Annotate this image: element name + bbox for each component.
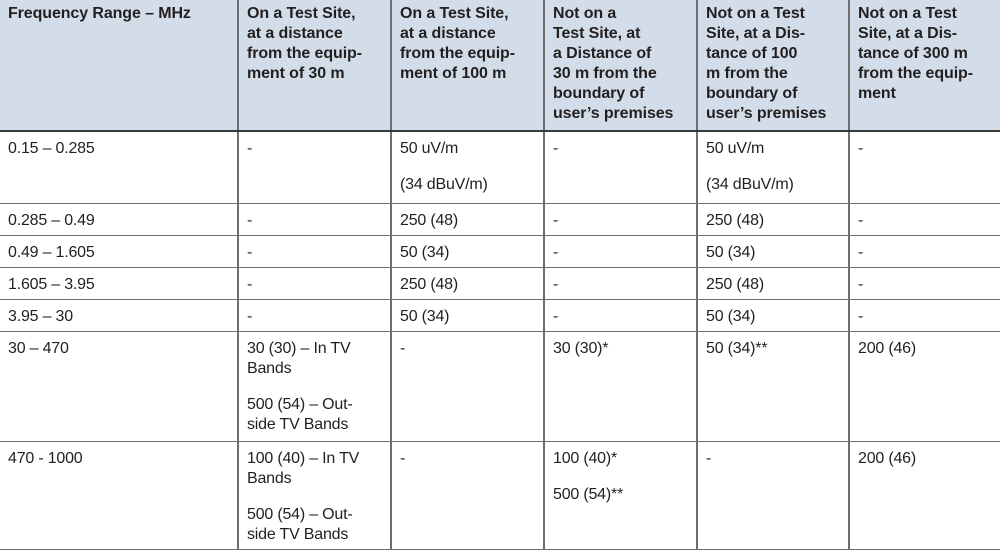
cell-text: -: [858, 244, 864, 261]
table-row: [0, 300, 1000, 332]
cell-text: -: [553, 212, 559, 229]
limit-cell: [697, 332, 849, 442]
table-row: [0, 131, 1000, 204]
limit-cell: [544, 236, 697, 268]
frequency-range-cell: [0, 131, 238, 204]
limit-cell: [391, 204, 544, 236]
cell-text: 50 (34): [706, 308, 756, 325]
limit-cell: [697, 442, 849, 550]
cell-text: 100 (40) – In TV Bands: [247, 450, 360, 487]
limit-cell: [238, 300, 391, 332]
limit-cell: [544, 131, 697, 204]
cell-text: 50 (34)**: [706, 340, 768, 357]
limit-cell: [544, 204, 697, 236]
limit-cell: [849, 300, 1000, 332]
frequency-range-cell: [0, 236, 238, 268]
limit-cell: [697, 236, 849, 268]
limit-cell: [238, 268, 391, 300]
cell-text: 30 (30)*: [553, 340, 609, 357]
table-row: [0, 204, 1000, 236]
cell-text: 50 (34): [400, 244, 450, 261]
cell-text: -: [247, 212, 253, 229]
limit-cell: [849, 204, 1000, 236]
table-row: [0, 268, 1000, 300]
limit-cell: [544, 268, 697, 300]
cell-text: 50 uV/m: [400, 140, 459, 157]
cell-text: 30 (30) – In TV Bands: [247, 340, 351, 377]
frequency-range-cell: [0, 300, 238, 332]
cell-text: 50 (34): [400, 308, 450, 325]
cell-text: 250 (48): [706, 276, 764, 293]
cell-text: -: [858, 140, 864, 157]
cell-text: 500 (54) – Out- side TV Bands: [247, 506, 353, 543]
cell-text: 100 (40)*: [553, 450, 618, 467]
cell-text: -: [553, 276, 559, 293]
limit-cell: [849, 332, 1000, 442]
cell-text: -: [858, 308, 864, 325]
cell-text: 200 (46): [858, 450, 916, 467]
cell-text: -: [553, 140, 559, 157]
column-header: Not on a Test Site, at a Dis- tance of 300 m from the equip- ment: [849, 0, 1000, 131]
cell-text: 500 (54)**: [553, 486, 624, 503]
cell-text: 50 (34): [706, 244, 756, 261]
cell-text: 3.95 – 30: [8, 308, 73, 325]
limit-cell: [391, 236, 544, 268]
limit-cell: [697, 300, 849, 332]
cell-text: 1.605 – 3.95: [8, 276, 95, 293]
frequency-range-cell: [0, 204, 238, 236]
limit-cell: [544, 442, 697, 550]
limit-cell: [391, 332, 544, 442]
cell-text: 0.49 – 1.605: [8, 244, 95, 261]
cell-text: -: [858, 212, 864, 229]
limit-cell: [238, 442, 391, 550]
cell-text: -: [858, 276, 864, 293]
frequency-range-cell: [0, 442, 238, 550]
cell-text: 200 (46): [858, 340, 916, 357]
cell-text: 50 uV/m: [706, 140, 765, 157]
cell-text: 0.285 – 0.49: [8, 212, 95, 229]
limit-cell: [238, 131, 391, 204]
table-body: [0, 131, 1000, 550]
cell-text: -: [247, 244, 253, 261]
column-header: On a Test Site, at a distance from the equip- ment of 100 m: [391, 0, 544, 131]
cell-text: 470 - 1000: [8, 450, 83, 467]
cell-text: 500 (54) – Out- side TV Bands: [247, 396, 353, 433]
table-row: [0, 442, 1000, 550]
limit-cell: [391, 300, 544, 332]
limit-cell: [238, 236, 391, 268]
limit-cell: [849, 236, 1000, 268]
column-header: Not on a Test Site, at a Distance of 30 m from the boundary of user’s premises: [544, 0, 697, 131]
limit-cell: [849, 442, 1000, 550]
table-row: [0, 236, 1000, 268]
limit-cell: [391, 442, 544, 550]
cell-text: -: [247, 276, 253, 293]
column-header: Not on a Test Site, at a Dis- tance of 100 m from the boundary of user’s premises: [697, 0, 849, 131]
limit-cell: [238, 332, 391, 442]
column-header: Frequency Range – MHz: [0, 0, 238, 131]
cell-text: 250 (48): [400, 212, 458, 229]
cell-text: 0.15 – 0.285: [8, 140, 95, 157]
cell-text: -: [400, 450, 406, 467]
limit-cell: [544, 300, 697, 332]
cell-text: 30 – 470: [8, 340, 69, 357]
limit-cell: [391, 131, 544, 204]
table-header: [0, 0, 1000, 131]
limit-cell: [544, 332, 697, 442]
limit-cell: [849, 268, 1000, 300]
cell-text: -: [553, 244, 559, 261]
cell-text: -: [400, 340, 406, 357]
cell-text: (34 dBuV/m): [400, 176, 488, 193]
cell-text: -: [247, 140, 253, 157]
limit-cell: [849, 131, 1000, 204]
header-row: [0, 0, 1000, 131]
cell-text: (34 dBuV/m): [706, 176, 794, 193]
table-row: [0, 332, 1000, 442]
limit-cell: [697, 204, 849, 236]
limit-cell: [697, 268, 849, 300]
frequency-range-cell: [0, 268, 238, 300]
cell-text: -: [706, 450, 712, 467]
limit-cell: [697, 131, 849, 204]
cell-text: 250 (48): [706, 212, 764, 229]
limit-cell: [391, 268, 544, 300]
cell-text: -: [247, 308, 253, 325]
limit-cell: [238, 204, 391, 236]
cell-text: 250 (48): [400, 276, 458, 293]
frequency-range-cell: [0, 332, 238, 442]
column-header: On a Test Site, at a distance from the equip- ment of 30 m: [238, 0, 391, 131]
cell-text: -: [553, 308, 559, 325]
